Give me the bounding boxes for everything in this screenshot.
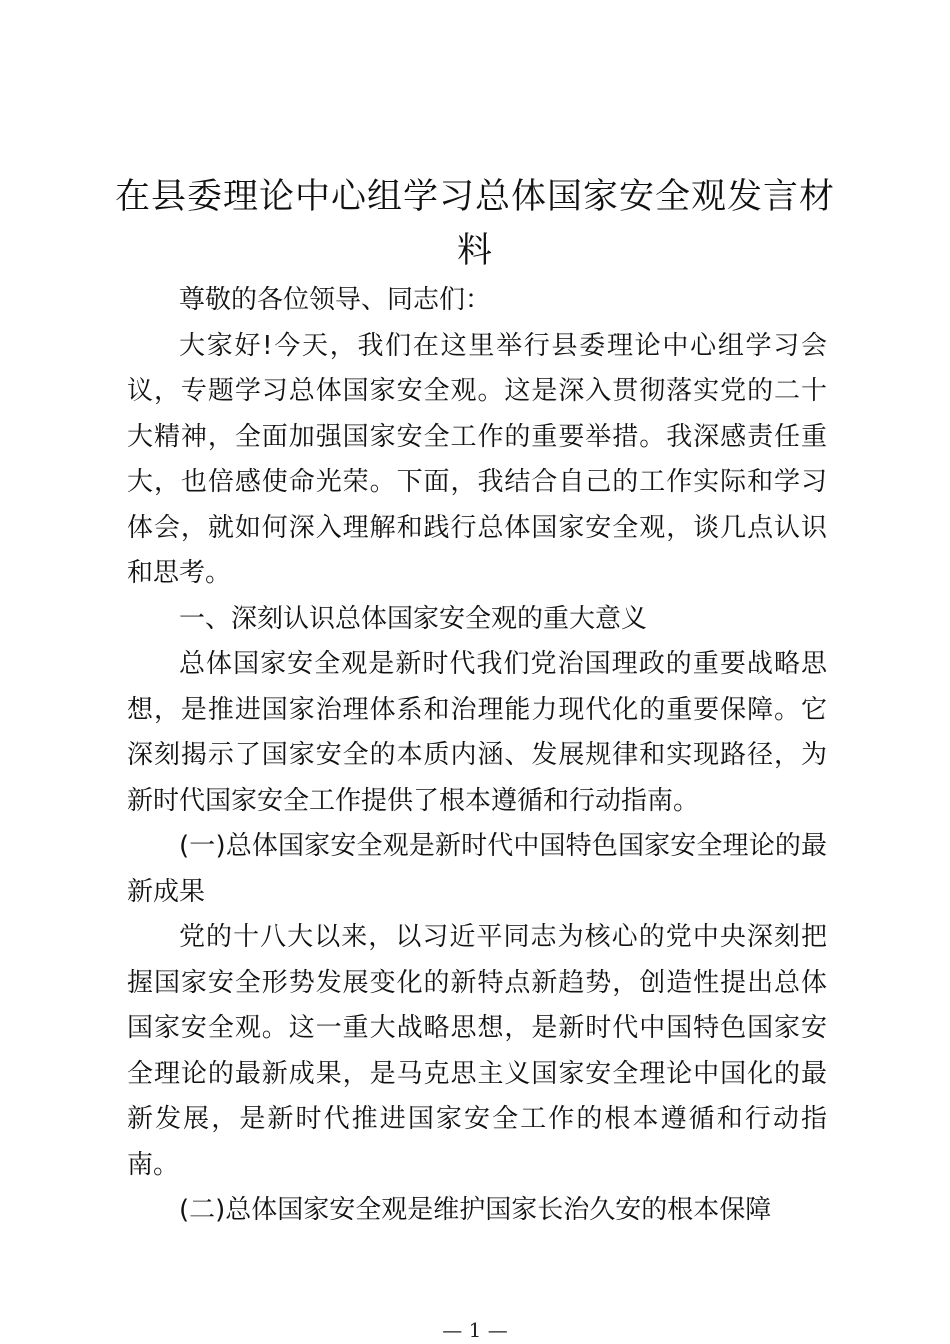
page-number: — 1 — bbox=[442, 1318, 508, 1342]
section-1-heading: 一、深刻认识总体国家安全观的重大意义 bbox=[179, 603, 648, 634]
subsection-1-heading: (一)总体国家安全观是新时代中国特色国家安全理论的最新成果 bbox=[127, 831, 827, 907]
document-title: 在县委理论中心组学习总体国家安全观发言材料 bbox=[114, 177, 835, 271]
document-body bbox=[127, 278, 827, 1234]
subsection-1-paragraph: 党的十八大以来，以习近平同志为核心的党中央深刻把握国家安全形势发展变化的新特点新趋势，创造性提出总体国家安全观。这一重大战略思想，是新时代中国特色国家安全理论的最新成果，是马克思主义国家安全理论中国化的最新发展，是新时代推进国家安全工作的根本遵循和行动指南。 bbox=[127, 922, 827, 1180]
subsection-2-heading: (二)总体国家安全观是维护国家长治久安的根本保障 bbox=[179, 1195, 772, 1225]
salutation: 尊敬的各位领导、同志们： bbox=[179, 285, 492, 315]
section-1-paragraph: 总体国家安全观是新时代我们党治国理政的重要战略思想，是推进国家治理体系和治理能力现代化的重要保障。它深刻揭示了国家安全的本质内涵、发展规律和实现路径，为新时代国家安全工作提供了根本遵循和行动指南。 bbox=[127, 649, 827, 816]
intro-paragraph: 大家好!今天，我们在这里举行县委理论中心组学习会议，专题学习总体国家安全观。这是深入贯彻落实党的二十大精神，全面加强国家安全工作的重要举措。我深感责任重大，也倍感使命光荣。下面，我结合自己的工作实际和学习体会，就如何深入理解和践行总体国家安全观，谈几点认识和思考。 bbox=[127, 330, 827, 588]
